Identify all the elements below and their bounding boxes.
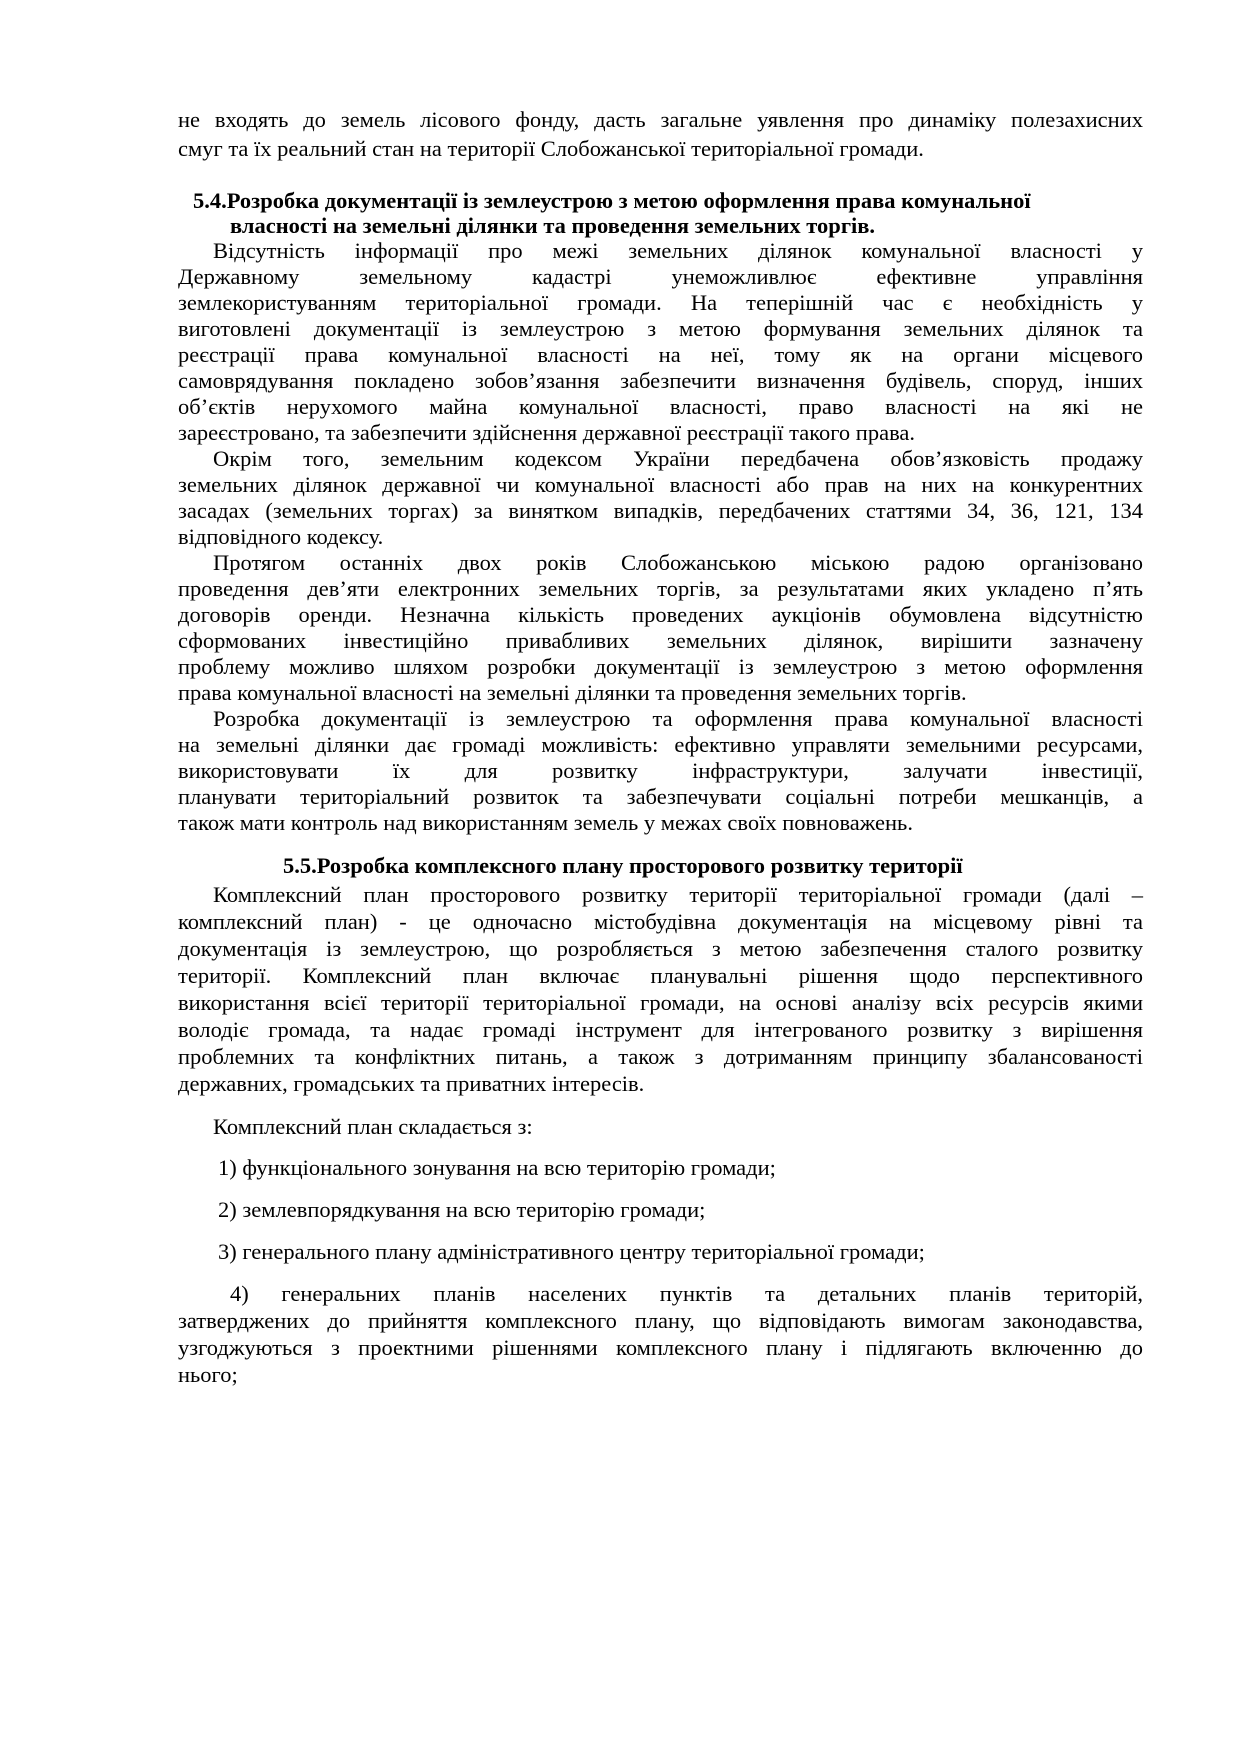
text-line: Протягом останніх двох років Слобожанською міською радою організовано — [213, 550, 1143, 575]
text-line: 1) функціонального зонування на всю територію громади; — [218, 1155, 776, 1180]
text-line: Комплексний план складається з: — [213, 1114, 533, 1139]
text-line: самоврядування покладено зобов’язання забезпечити визначення будівель, споруд, інших — [178, 368, 1143, 393]
text-line: об’єктів нерухомого майна комунальної власності, право власності на які не — [178, 394, 1143, 419]
text-line: 4) генеральних планів населених пунктів та детальних планів територій, — [230, 1281, 1143, 1306]
text-line: сформованих інвестиційно привабливих земельних ділянок, вирішити зазначену — [178, 628, 1143, 653]
text-line: Комплексний план просторового розвитку території територіальної громади (далі – — [213, 882, 1143, 907]
heading-line: власності на земельні ділянки та проведення земельних торгів. — [230, 213, 876, 238]
text-line: узгоджуються з проектними рішеннями комплексного плану і підлягають включенню до — [178, 1335, 1143, 1360]
text-line: землекористуванням територіальної громади. На теперішній час є необхідність у — [178, 290, 1143, 315]
text-line: права комунальної власності на земельні ділянки та проведення земельних торгів. — [178, 680, 967, 705]
text-line: планувати територіальний розвиток та забезпечувати соціальні потреби мешканців, а — [178, 784, 1143, 809]
text-line: договорів оренди. Незначна кількість проведених аукціонів обумовлена відсутністю — [178, 602, 1143, 627]
text-line: комплексний план) - це одночасно містобудівна документація на місцевому рівні та — [178, 909, 1143, 934]
text-line: документація із землеустрою, що розробляється з метою забезпечення сталого розвитку — [178, 936, 1143, 961]
text-line: також мати контроль над використанням земель у межах своїх повноважень. — [178, 810, 913, 835]
text-line: проведення дев’яти електронних земельних торгів, за результатами яких укладено п’ять — [178, 576, 1143, 601]
text-line: на земельні ділянки дає громаді можливість: ефективно управляти земельними ресурсами, — [178, 732, 1143, 757]
text-line: виготовлені документації із землеустрою з метою формування земельних ділянок та — [178, 316, 1143, 341]
text-line: 3) генерального плану адміністративного центру територіальної громади; — [218, 1239, 925, 1264]
text-line: проблемних та конфліктних питань, а також з дотриманням принципу збалансованості — [178, 1044, 1143, 1069]
text-line: володіє громада, та надає громаді інструмент для інтегрованого розвитку з вирішення — [178, 1017, 1143, 1042]
text-line: відповідного кодексу. — [178, 524, 384, 549]
text-line: затверджених до прийняття комплексного плану, що відповідають вимогам законодавства, — [178, 1308, 1143, 1333]
text-line: смуг та їх реальний стан на території Слобожанської територіальної громади. — [178, 136, 924, 161]
text-line: 2) землевпорядкування на всю територію громади; — [218, 1197, 706, 1222]
text-line: проблему можливо шляхом розробки документації із землеустрою з метою оформлення — [178, 654, 1143, 679]
text-line: державних, громадських та приватних інтересів. — [178, 1071, 645, 1096]
text-line: Окрім того, земельним кодексом України передбачена обов’язковість продажу — [213, 446, 1143, 471]
text-line: нього; — [178, 1362, 238, 1387]
text-line: використання всієї території територіальної громади, на основі аналізу всіх ресурсів якими — [178, 990, 1143, 1015]
heading-line: 5.5.Розробка комплексного плану просторового розвитку території — [283, 853, 963, 878]
text-line: не входять до земель лісового фонду, дасть загальне уявлення про динаміку полезахисних — [178, 107, 1143, 132]
text-line: реєстрації права комунальної власності на неї, тому як на органи місцевого — [178, 342, 1143, 367]
text-line: використовувати їх для розвитку інфраструктури, залучати інвестиції, — [178, 758, 1143, 783]
text-line: Розробка документації із землеустрою та оформлення права комунальної власності — [213, 706, 1143, 731]
text-line: Державному земельному кадастрі унеможливлює ефективне управління — [178, 264, 1143, 289]
heading-line: 5.4.Розробка документації із землеустрою з метою оформлення права комунальної — [193, 188, 1031, 213]
text-line: зареєстровано, та забезпечити здійснення державної реєстрації такого права. — [178, 420, 916, 445]
text-line: земельних ділянок державної чи комунальної власності або прав на них на конкурентних — [178, 472, 1143, 497]
text-line: засадах (земельних торгах) за винятком випадків, передбачених статтями 34, 36, 121, 134 — [178, 498, 1143, 523]
text-line: території. Комплексний план включає планувальні рішення щодо перспективного — [178, 963, 1143, 988]
text-line: Відсутність інформації про межі земельних ділянок комунальної власності у — [213, 238, 1143, 263]
